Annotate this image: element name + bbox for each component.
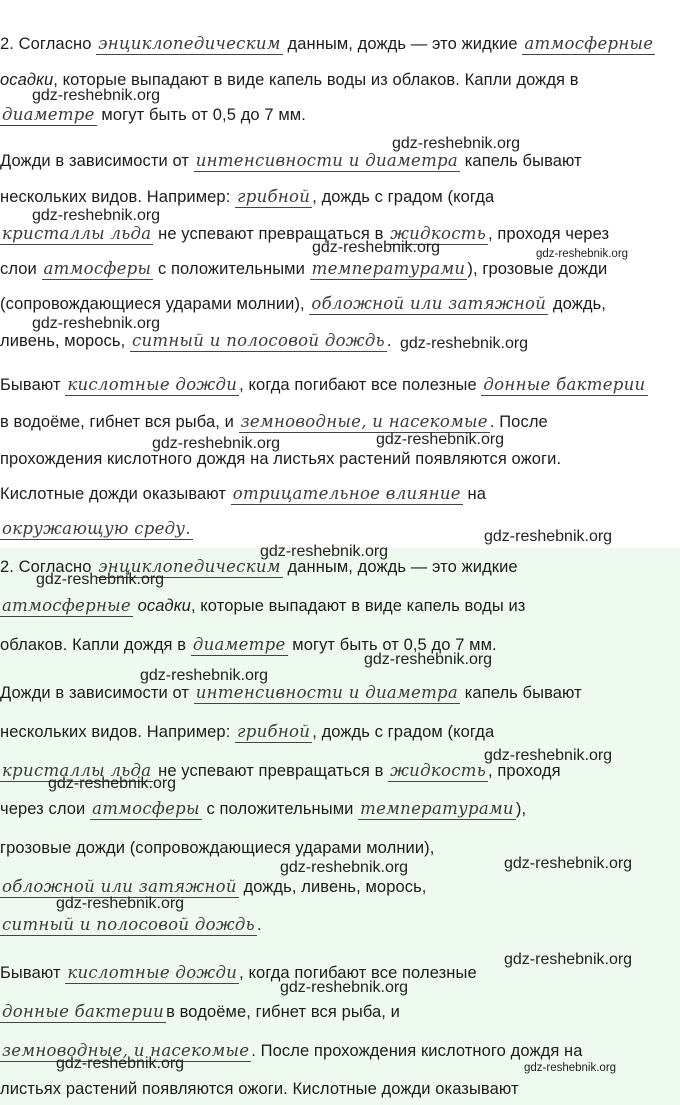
handwritten-answer: диаметре bbox=[2, 105, 95, 124]
handwritten-answer: обложной или затяжной bbox=[2, 877, 237, 896]
handwritten-answer: ситный и полосовой дождь bbox=[2, 915, 255, 934]
text-line: атмосферные осадки, которые выпадают в виде капель воды из bbox=[2, 596, 526, 615]
handwritten-answer: земноводные, и насекомые bbox=[2, 1041, 250, 1060]
text-line: земноводные, и насекомые . После прохождения кислотного дождя на bbox=[2, 1041, 583, 1060]
handwritten-answer: грибной bbox=[237, 187, 311, 206]
handwritten-answer: окружающую среду. bbox=[2, 519, 191, 538]
handwritten-answer: диаметре bbox=[192, 635, 286, 654]
handwritten-answer: жидкость bbox=[390, 224, 487, 243]
text-line: Кислотные дожди оказывают отрицательное влияние на bbox=[0, 484, 487, 503]
text-line: через слои атмосферы с положительными температурами ), bbox=[0, 799, 527, 818]
site-watermark: gdz-reshebnik.org bbox=[504, 855, 633, 872]
site-watermark: gdz-reshebnik.org bbox=[484, 747, 613, 764]
text-line: обложной или затяжной дождь, ливень, морось, bbox=[2, 877, 427, 896]
site-watermark: gdz-reshebnik.org bbox=[32, 87, 161, 104]
handwritten-answer: ситный и полосовой дождь bbox=[131, 331, 385, 350]
site-watermark: gdz-reshebnik.org bbox=[140, 667, 269, 684]
site-watermark: gdz-reshebnik.org bbox=[32, 315, 161, 332]
site-watermark: gdz-reshebnik.org bbox=[312, 239, 441, 256]
handwritten-answer: грибной bbox=[237, 722, 311, 741]
site-watermark: gdz-reshebnik.org bbox=[32, 207, 161, 224]
site-watermark: gdz-reshebnik.org bbox=[36, 571, 165, 588]
handwritten-answer: атмосферные bbox=[2, 596, 131, 615]
handwritten-answer: земноводные, и насекомые bbox=[240, 412, 488, 431]
text-line: Бывают кислотные дожди , когда погибают все полезные донные бактерии bbox=[0, 375, 646, 394]
text-line: Дожди в зависимости от интенсивности и диаметра капель бывают bbox=[0, 683, 582, 702]
handwritten-answer: донные бактерии bbox=[2, 1002, 165, 1021]
handwritten-answer: кислотные дожди bbox=[67, 375, 238, 394]
site-watermark: gdz-reshebnik.org bbox=[504, 951, 633, 968]
site-watermark: gdz-reshebnik.org bbox=[376, 431, 505, 448]
site-watermark: gdz-reshebnik.org bbox=[400, 335, 529, 352]
handwritten-answer: атмосферы bbox=[92, 799, 200, 818]
handwritten-answer: температурами bbox=[311, 259, 466, 278]
handwritten-answer: жидкость bbox=[390, 761, 487, 780]
site-watermark: gdz-reshebnik.org bbox=[280, 979, 409, 996]
text-line: кристаллы льда не успевают превращаться в жидкость , проходя bbox=[2, 761, 561, 780]
site-watermark: gdz-reshebnik.org bbox=[48, 775, 177, 792]
text-line: грозовые дожди (сопровождающиеся ударами молнии), bbox=[0, 839, 435, 857]
handwritten-answer: кислотные дожди bbox=[67, 963, 238, 982]
site-watermark: gdz-reshebnik.org bbox=[536, 248, 629, 260]
text-line: облаков. Капли дождя в диаметре могут быть от 0,5 до 7 мм. bbox=[0, 635, 497, 654]
handwritten-answer: температурами bbox=[360, 799, 514, 818]
handwritten-answer: атмосферные bbox=[524, 34, 654, 53]
handwritten-answer: кристаллы льда bbox=[2, 224, 152, 243]
text-line: листьях растений появляются ожоги. Кислотные дожди оказывают bbox=[0, 1080, 519, 1098]
text-line: донные бактерии в водоёме, гибнет вся рыба, и bbox=[2, 1002, 400, 1021]
answer-panel-bottom bbox=[0, 548, 680, 1105]
site-watermark: gdz-reshebnik.org bbox=[484, 528, 613, 545]
text-line: нескольких видов. Например: грибной , дождь с градом (когда bbox=[0, 187, 495, 206]
handwritten-answer: атмосферы bbox=[43, 259, 152, 278]
handwritten-answer: энциклопедическим bbox=[98, 557, 281, 576]
handwritten-answer: обложной или затяжной bbox=[311, 294, 547, 313]
text-line: 2. Согласно энциклопедическим данным, дождь — это жидкие атмосферные bbox=[0, 34, 654, 53]
text-line: ситный и полосовой дождь . bbox=[2, 915, 262, 934]
text-line: 2. Согласно энциклопедическим данным, дождь — это жидкие bbox=[0, 557, 518, 576]
handwritten-answer: отрицательное влияние bbox=[232, 484, 461, 503]
text-line: кристаллы льда не успевают превращаться в жидкость , проходя через bbox=[2, 224, 610, 243]
handwritten-answer: интенсивности и диаметра bbox=[195, 151, 459, 170]
text-line: слои атмосферы с положительными температурами ), грозовые дожди bbox=[0, 259, 608, 278]
text-line: Дожди в зависимости от интенсивности и диаметра капель бывают bbox=[0, 151, 582, 170]
site-watermark: gdz-reshebnik.org bbox=[364, 651, 493, 668]
site-watermark: gdz-reshebnik.org bbox=[260, 543, 389, 560]
site-watermark: gdz-reshebnik.org bbox=[392, 135, 521, 152]
text-line: прохождения кислотного дождя на листьях растений появляются ожоги. bbox=[0, 450, 562, 468]
site-watermark: gdz-reshebnik.org bbox=[152, 435, 281, 452]
handwritten-answer: кристаллы льда bbox=[2, 761, 152, 780]
handwritten-answer: энциклопедическим bbox=[98, 34, 281, 53]
text-line: осадки, которые выпадают в виде капель воды из облаков. Капли дождя в bbox=[0, 71, 579, 89]
text-line: Бывают кислотные дожди , когда погибают все полезные bbox=[0, 963, 477, 982]
site-watermark: gdz-reshebnik.org bbox=[56, 1055, 185, 1072]
text-line: ливень, морось, ситный и полосовой дождь . bbox=[0, 331, 392, 350]
site-watermark: gdz-reshebnik.org bbox=[56, 895, 185, 912]
text-line: нескольких видов. Например: грибной , дождь с градом (когда bbox=[0, 722, 495, 741]
text-line: диаметре могут быть от 0,5 до 7 мм. bbox=[2, 105, 306, 124]
text-line bbox=[0, 518, 193, 540]
site-watermark: gdz-reshebnik.org bbox=[280, 859, 409, 876]
handwritten-answer: интенсивности и диаметра bbox=[195, 683, 459, 702]
text-line: (сопровождающиеся ударами молнии), обложной или затяжной дождь, bbox=[0, 294, 606, 313]
answer-panel-top bbox=[0, 0, 680, 548]
handwritten-answer: донные бактерии bbox=[483, 375, 646, 394]
site-watermark: gdz-reshebnik.org bbox=[524, 1062, 617, 1074]
text-line: в водоёме, гибнет вся рыба, и земноводные, и насекомые . После bbox=[0, 412, 548, 431]
